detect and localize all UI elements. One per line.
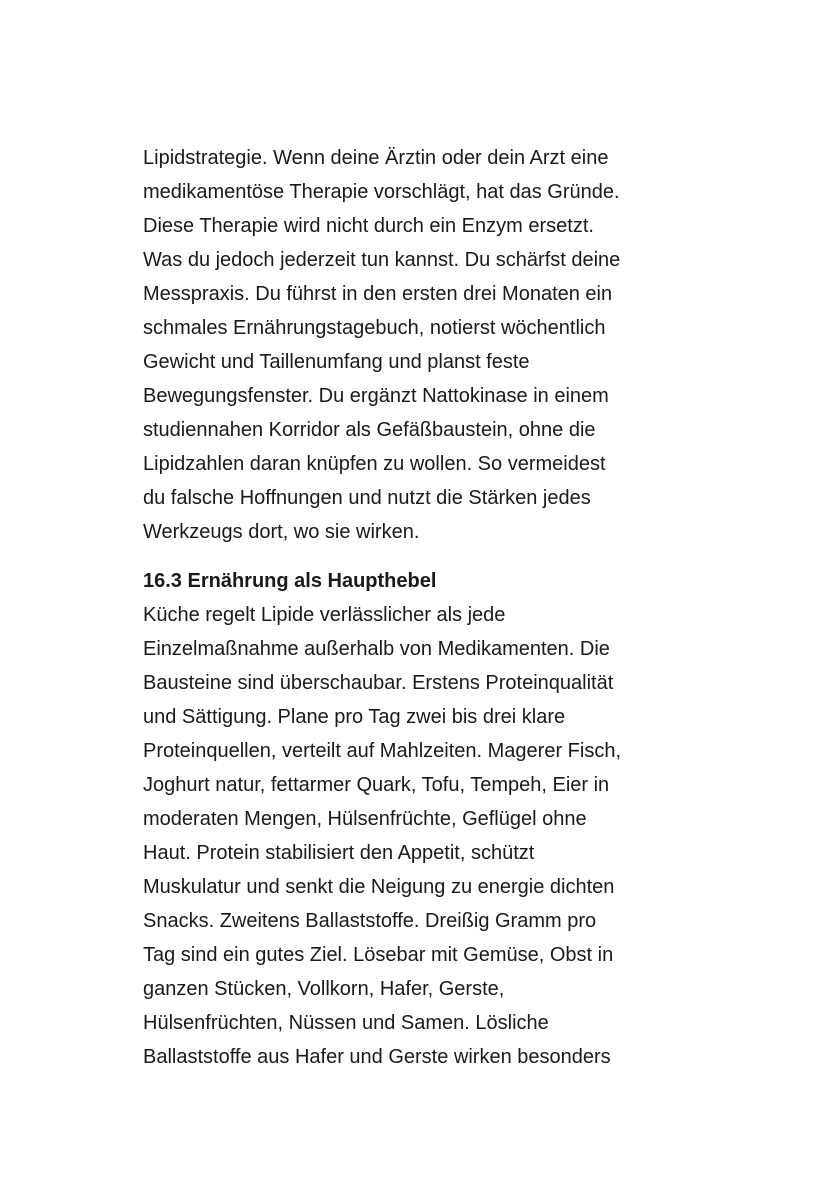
paragraph-intro <box>143 141 723 549</box>
paragraph-line: Muskulatur und senkt die Neigung zu energie dichten <box>143 876 615 898</box>
paragraph-line: moderaten Mengen, Hülsenfrüchte, Geflügel ohne <box>143 808 587 830</box>
paragraph-line: Gewicht und Taillenumfang und planst feste <box>143 351 530 373</box>
paragraph-line: Hülsenfrüchten, Nüssen und Samen. Lösliche <box>143 1012 549 1034</box>
paragraph-line: Lipidzahlen daran knüpfen zu wollen. So vermeidest <box>143 453 606 475</box>
paragraph-line: Messpraxis. Du führst in den ersten drei Monaten ein <box>143 283 613 305</box>
paragraph-line: du falsche Hoffnungen und nutzt die Stärken jedes <box>143 487 591 509</box>
paragraph-line: Ballaststoffe aus Hafer und Gerste wirken besonders <box>143 1046 611 1068</box>
paragraph-line: Haut. Protein stabilisiert den Appetit, schützt <box>143 842 535 864</box>
paragraph-line: Werkzeugs dort, wo sie wirken. <box>143 521 420 543</box>
paragraph-line: Tag sind ein gutes Ziel. Lösebar mit Gemüse, Obst in <box>143 944 614 966</box>
paragraph-line: Proteinquellen, verteilt auf Mahlzeiten. Magerer Fisch, <box>143 740 622 762</box>
paragraph-line: und Sättigung. Plane pro Tag zwei bis drei klare <box>143 706 566 728</box>
paragraph-line: Was du jedoch jederzeit tun kannst. Du schärfst deine <box>143 249 621 271</box>
paragraph-line: Bewegungsfenster. Du ergänzt Nattokinase in einem <box>143 385 609 407</box>
paragraph-line: Snacks. Zweitens Ballaststoffe. Dreißig Gramm pro <box>143 910 597 932</box>
paragraph-line: schmales Ernährungstagebuch, notierst wöchentlich <box>143 317 606 339</box>
paragraph-line: Einzelmaßnahme außerhalb von Medikamenten. Die <box>143 638 610 660</box>
paragraph-line: Lipidstrategie. Wenn deine Ärztin oder dein Arzt eine <box>143 147 609 169</box>
paragraph-line: Küche regelt Lipide verlässlicher als jede <box>143 604 506 626</box>
section-16-3 <box>143 564 723 1074</box>
paragraph-line: Bausteine sind überschaubar. Erstens Proteinqualität <box>143 672 614 694</box>
paragraph-line: Joghurt natur, fettarmer Quark, Tofu, Tempeh, Eier in <box>143 774 610 796</box>
paragraph-line: medikamentöse Therapie vorschlägt, hat das Gründe. <box>143 181 620 203</box>
paragraph-line: ganzen Stücken, Vollkorn, Hafer, Gerste, <box>143 978 505 1000</box>
section-heading: 16.3 Ernährung als Haupthebel <box>143 570 437 592</box>
paragraph-line: Diese Therapie wird nicht durch ein Enzym ersetzt. <box>143 215 594 237</box>
paragraph-line: studiennahen Korridor als Gefäßbaustein, ohne die <box>143 419 596 441</box>
